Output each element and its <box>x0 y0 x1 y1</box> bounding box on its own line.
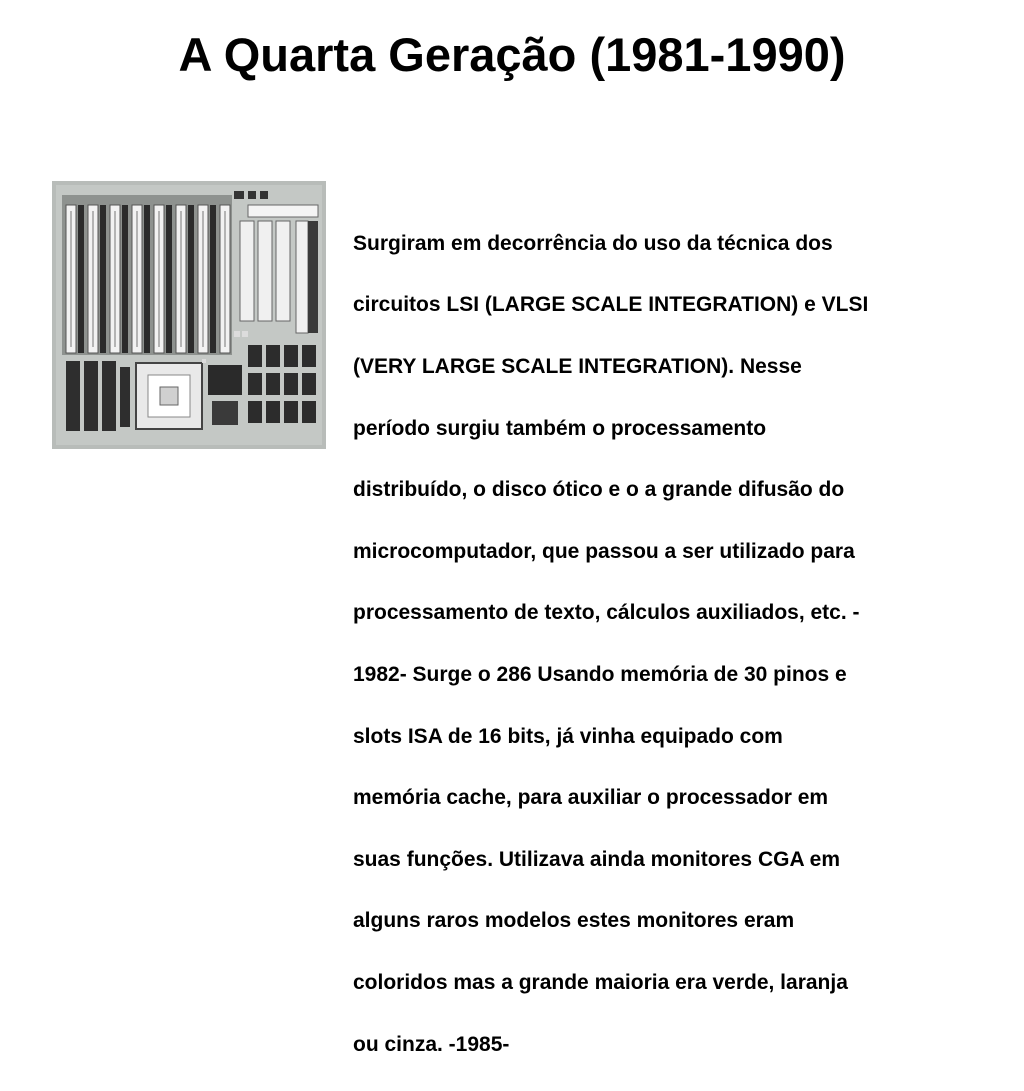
body-line: alguns raros modelos estes monitores eram <box>353 909 795 933</box>
body-line: Surgiram em decorrência do uso da técnica dos <box>353 231 833 255</box>
body-line: memória cache, para auxiliar o processador em <box>353 786 829 810</box>
body-line: microcomputador, que passou a ser utilizado para <box>353 539 855 563</box>
body-line: ou cinza. -1985- <box>353 1032 510 1056</box>
body-line: circuitos LSI (LARGE SCALE INTEGRATION) e VLSI <box>353 293 869 317</box>
slide-title: A Quarta Geração (1981-1990) <box>178 28 846 81</box>
body-line: coloridos mas a grande maioria era verde, laranja <box>353 970 848 994</box>
body-line: suas funções. Utilizava ainda monitores CGA em <box>353 847 841 871</box>
body-line: (VERY LARGE SCALE INTEGRATION). Nesse <box>353 354 802 378</box>
body-line: distribuído, o disco ótico e o a grande difusão do <box>353 478 845 502</box>
body-text <box>353 198 993 1091</box>
body-line: slots ISA de 16 bits, já vinha equipado com <box>353 724 783 748</box>
body-line: período surgiu também o processamento <box>353 416 767 440</box>
body-line: 1982- Surge o 286 Usando memória de 30 pinos e <box>353 662 847 686</box>
motherboard-photo <box>52 181 326 449</box>
body-line: processamento de texto, cálculos auxiliados, etc. - <box>353 601 860 625</box>
motherboard-image <box>52 181 326 449</box>
